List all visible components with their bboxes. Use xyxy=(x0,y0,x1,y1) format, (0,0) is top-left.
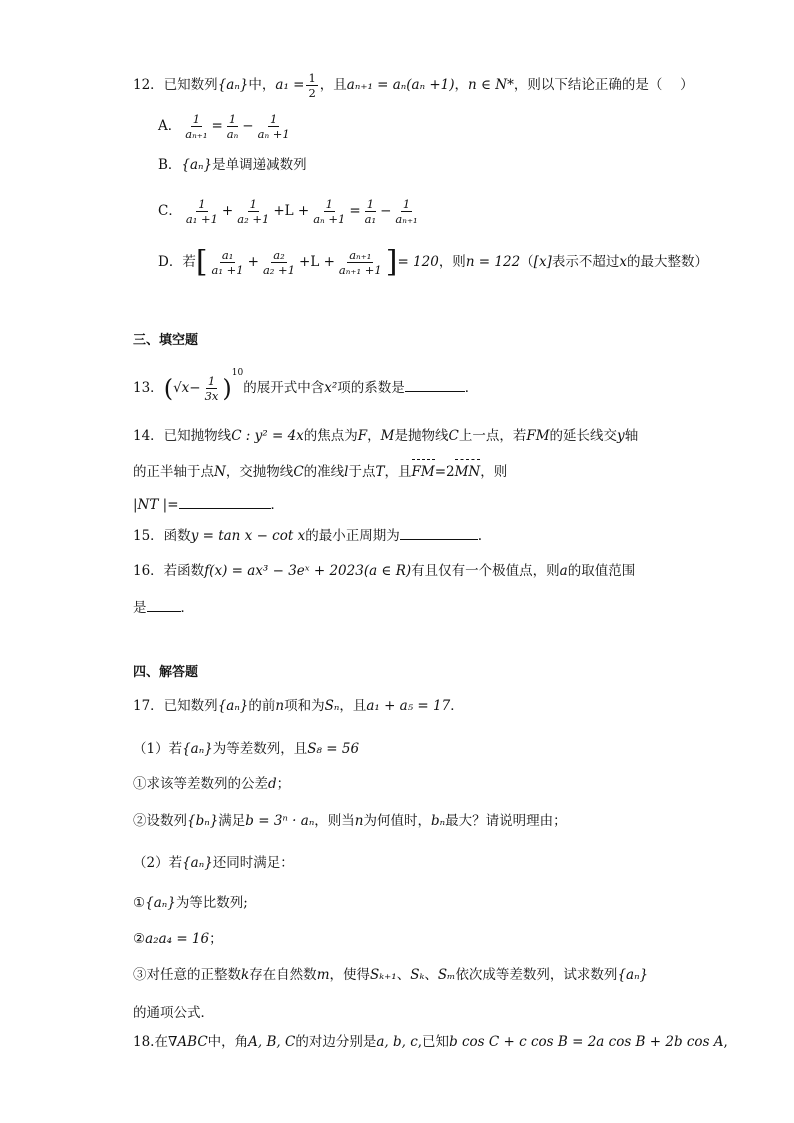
q12-option-a xyxy=(158,112,294,141)
text: 上一点，若 xyxy=(458,428,527,444)
text: 的取值范围 xyxy=(567,563,636,579)
math: l xyxy=(344,464,349,480)
text: 是 xyxy=(133,600,147,616)
circled-number: ② xyxy=(133,813,147,829)
math: M xyxy=(380,428,395,444)
op: = xyxy=(349,203,361,219)
option-label: C． xyxy=(158,203,182,219)
math: b cos C + c cos B = 2a cos B + 2b cos A xyxy=(449,1034,724,1050)
q17-part1-item2 xyxy=(133,811,567,831)
text: 表示不超过 xyxy=(551,254,620,270)
fraction: $\frac{1}{\text{aₙ +1}}$ xyxy=(257,112,290,141)
math: N xyxy=(214,464,226,480)
text: 的最大整数） xyxy=(626,254,708,270)
math: S₈ = 56 xyxy=(307,741,360,757)
q16-line1 xyxy=(133,561,635,581)
op: + xyxy=(247,254,259,270)
q18 xyxy=(133,1032,728,1052)
circled-number: ② xyxy=(133,931,146,947)
math: b = 3ⁿ · aₙ xyxy=(245,813,315,829)
q17-part2-end xyxy=(133,1003,214,1023)
text: 满足 xyxy=(218,813,246,829)
math: FM xyxy=(526,428,550,444)
text: 的延长线交 xyxy=(549,428,618,444)
text: ，交抛物线 xyxy=(225,464,294,480)
fraction: $\frac{\text{a₁}}{\text{a₁ +1}}$ xyxy=(211,248,244,277)
left-bracket: [ xyxy=(195,244,208,280)
text: 的正半轴于点 xyxy=(133,464,214,480)
text: 存在自然数 xyxy=(249,967,317,983)
option-label: D．若 xyxy=(158,254,196,270)
text: 求该等差数列的公差 xyxy=(146,776,268,792)
math: A, B, C xyxy=(248,1034,296,1050)
op: + xyxy=(221,203,234,219)
math: n = 122 xyxy=(465,254,521,270)
q13 xyxy=(133,367,479,403)
op: − xyxy=(189,380,201,396)
text: 有且仅有一个极值点，则 xyxy=(411,563,560,579)
text: 14．已知抛物线 xyxy=(133,428,232,444)
text: 依次成等差数列，试求数列 xyxy=(455,967,618,983)
math: |NT |= xyxy=(133,497,179,513)
section-heading-fill-in: 三、填空题 xyxy=(133,333,199,348)
text: （ xyxy=(520,254,534,270)
math: {aₙ} xyxy=(217,698,249,714)
text: 项和为 xyxy=(284,698,325,714)
math: {aₙ} xyxy=(217,77,249,93)
text: 、 xyxy=(396,967,411,983)
text: 还同时满足： xyxy=(212,855,294,871)
math: [x] xyxy=(533,254,552,270)
q17-part1-item1 xyxy=(133,774,290,794)
math: Sₖ xyxy=(410,967,425,983)
text: ． xyxy=(450,698,464,714)
math: n ∈ N* xyxy=(468,77,514,93)
math: d xyxy=(268,776,277,792)
text: ，则以下结论正确的是（ ） xyxy=(513,77,694,93)
vector: MN xyxy=(454,464,481,480)
math: x xyxy=(619,254,627,270)
text: 13． xyxy=(133,380,164,396)
vector: FM xyxy=(411,464,435,480)
math: ∇ABC xyxy=(167,1034,208,1050)
math: f(x) = ax³ − 3eˣ + 2023(a ∈ R) xyxy=(204,563,412,579)
q14-line2 xyxy=(133,462,507,482)
text: ，则 xyxy=(438,254,466,270)
math: √x xyxy=(173,380,190,396)
text: 16．若函数 xyxy=(133,563,205,579)
text: 的前 xyxy=(248,698,276,714)
text: ，且 xyxy=(319,77,347,93)
text: ，且 xyxy=(339,698,367,714)
q17-part2 xyxy=(133,853,294,873)
math: C xyxy=(293,464,304,480)
q12-option-b xyxy=(158,155,307,175)
fraction: $\frac{1}{\text{a₁}}$ xyxy=(364,197,377,226)
op: = xyxy=(211,118,223,134)
op: − xyxy=(380,203,392,219)
q12-stem xyxy=(133,71,694,100)
op: − xyxy=(242,118,254,134)
text: 17．已知数列 xyxy=(133,698,218,714)
option-label: B． xyxy=(158,157,182,173)
math: = 120 xyxy=(397,254,439,270)
text: ，使得 xyxy=(329,967,370,983)
math: a₁ = xyxy=(275,77,305,93)
text: 的对边分别是 xyxy=(295,1034,377,1050)
fraction: $\frac{1}{2}$ xyxy=(308,71,316,100)
math: k xyxy=(241,967,250,983)
q14-line3 xyxy=(133,494,284,515)
op: +L + xyxy=(273,203,310,219)
text: 18.在 xyxy=(133,1034,168,1050)
q12-option-c xyxy=(158,197,422,226)
text: 设数列 xyxy=(146,813,187,829)
text: . xyxy=(477,528,482,544)
math: Sₖ₊₁ xyxy=(370,967,397,983)
text: 15．函数 xyxy=(133,528,191,544)
math: a₂a₄ = 16 xyxy=(145,931,210,947)
text: 的准线 xyxy=(303,464,345,480)
math: F xyxy=(357,428,368,444)
text: ． xyxy=(270,497,285,513)
text: 为等比数列; xyxy=(175,895,248,911)
math: n xyxy=(354,813,364,829)
math: n xyxy=(275,698,285,714)
math: a, b, c xyxy=(376,1034,418,1050)
right-bracket: ] xyxy=(385,244,398,280)
fraction: $\frac{1}{\text{aₙ₊₁}}$ xyxy=(185,112,208,141)
text: ，且 xyxy=(384,464,412,480)
math: a xyxy=(559,563,568,579)
text: 项的系数是 xyxy=(337,380,405,396)
math: Sₙ xyxy=(324,698,340,714)
text: 轴 xyxy=(624,428,639,444)
math: m xyxy=(316,967,330,983)
right-paren: ) xyxy=(222,374,232,403)
math: C : y² = 4x xyxy=(231,428,304,444)
answer-blank[interactable] xyxy=(400,525,478,540)
fraction: $\frac{1}{\text{aₙ +1}}$ xyxy=(313,197,346,226)
text: 为等差数列，且 xyxy=(212,741,308,757)
text: 中， xyxy=(248,77,276,93)
circled-number: ① xyxy=(133,895,146,911)
math: a₁ + a₅ = 17 xyxy=(366,698,451,714)
fraction: $\frac{1}{\text{aₙ}}$ xyxy=(226,112,239,141)
math: Sₘ xyxy=(437,967,456,983)
text: ， xyxy=(367,428,381,444)
fraction: $\frac{\text{aₙ₊₁}}{\text{aₙ₊₁ +1}}$ xyxy=(338,248,382,277)
math: y xyxy=(617,428,625,444)
math: {aₙ} xyxy=(617,967,649,983)
math: {aₙ} xyxy=(145,895,176,911)
text: ． xyxy=(464,380,479,396)
text: 的焦点为 xyxy=(303,428,358,444)
fraction: $\frac{1}{\text{a₂ +1}}$ xyxy=(237,197,270,226)
q17-part2-cond3 xyxy=(133,965,648,985)
q14-line1 xyxy=(133,426,638,446)
math: x² xyxy=(324,380,338,396)
math: C xyxy=(448,428,459,444)
text: ， xyxy=(454,77,469,93)
text: 对任意的正整数 xyxy=(146,967,241,983)
text: 是单调递减数列 xyxy=(212,157,307,173)
op: +L + xyxy=(299,254,335,270)
text: 的通项公式． xyxy=(133,1005,214,1021)
q12-option-d xyxy=(158,244,708,280)
circled-number: ① xyxy=(133,776,147,792)
answer-blank[interactable] xyxy=(179,494,271,509)
text: （1）若 xyxy=(133,741,183,757)
math: {bₙ} xyxy=(187,813,219,829)
section-heading-solutions: 四、解答题 xyxy=(133,665,199,680)
math: {aₙ} xyxy=(182,855,213,871)
fraction: $\frac{1}{\text{a₁ +1}}$ xyxy=(185,197,218,226)
answer-blank[interactable] xyxy=(405,377,465,392)
circled-number: ③ xyxy=(133,967,147,983)
text: 为何值时， xyxy=(363,813,431,829)
text: 12．已知数列 xyxy=(133,77,218,93)
q15 xyxy=(133,525,482,546)
math: T xyxy=(375,464,385,480)
text: 是抛物线 xyxy=(394,428,449,444)
text: （2）若 xyxy=(133,855,183,871)
q17-part1 xyxy=(133,739,359,759)
exponent: 10 xyxy=(231,367,244,378)
text: 于点 xyxy=(348,464,376,480)
math: aₙ₊₁ = aₙ(aₙ +1) xyxy=(346,77,455,93)
text: ，则当 xyxy=(314,813,355,829)
text: 的最小正周期为 xyxy=(305,528,400,544)
q17-part2-cond1 xyxy=(133,893,248,913)
q17-stem xyxy=(133,696,464,716)
math: bₙ xyxy=(431,813,446,829)
text: , xyxy=(723,1034,728,1050)
text: ； xyxy=(276,776,291,792)
text: 的展开式中含 xyxy=(243,380,325,396)
q17-part2-cond2 xyxy=(133,929,223,949)
text: 、 xyxy=(424,967,438,983)
answer-blank[interactable] xyxy=(147,597,181,612)
op: =2 xyxy=(434,464,455,480)
fraction: $\frac{1}{3x}$ xyxy=(204,374,219,403)
fraction: $\frac{\text{a₂}}{\text{a₂ +1}}$ xyxy=(262,248,296,277)
text: 中，角 xyxy=(207,1034,249,1050)
text: ,已知 xyxy=(417,1034,450,1050)
math: {aₙ} xyxy=(182,741,213,757)
text: ； xyxy=(209,931,223,947)
math: {aₙ} xyxy=(181,157,213,173)
left-paren: ( xyxy=(163,374,174,403)
option-label: A． xyxy=(158,118,182,134)
fraction: $\frac{1}{\text{aₙ₊₁}}$ xyxy=(395,197,418,226)
text: ． xyxy=(180,600,194,616)
text: 最大？请说明理由； xyxy=(445,813,567,829)
text: ，则 xyxy=(480,464,508,480)
q16-line2 xyxy=(133,597,194,618)
math: y = tan x − cot x xyxy=(190,528,306,544)
